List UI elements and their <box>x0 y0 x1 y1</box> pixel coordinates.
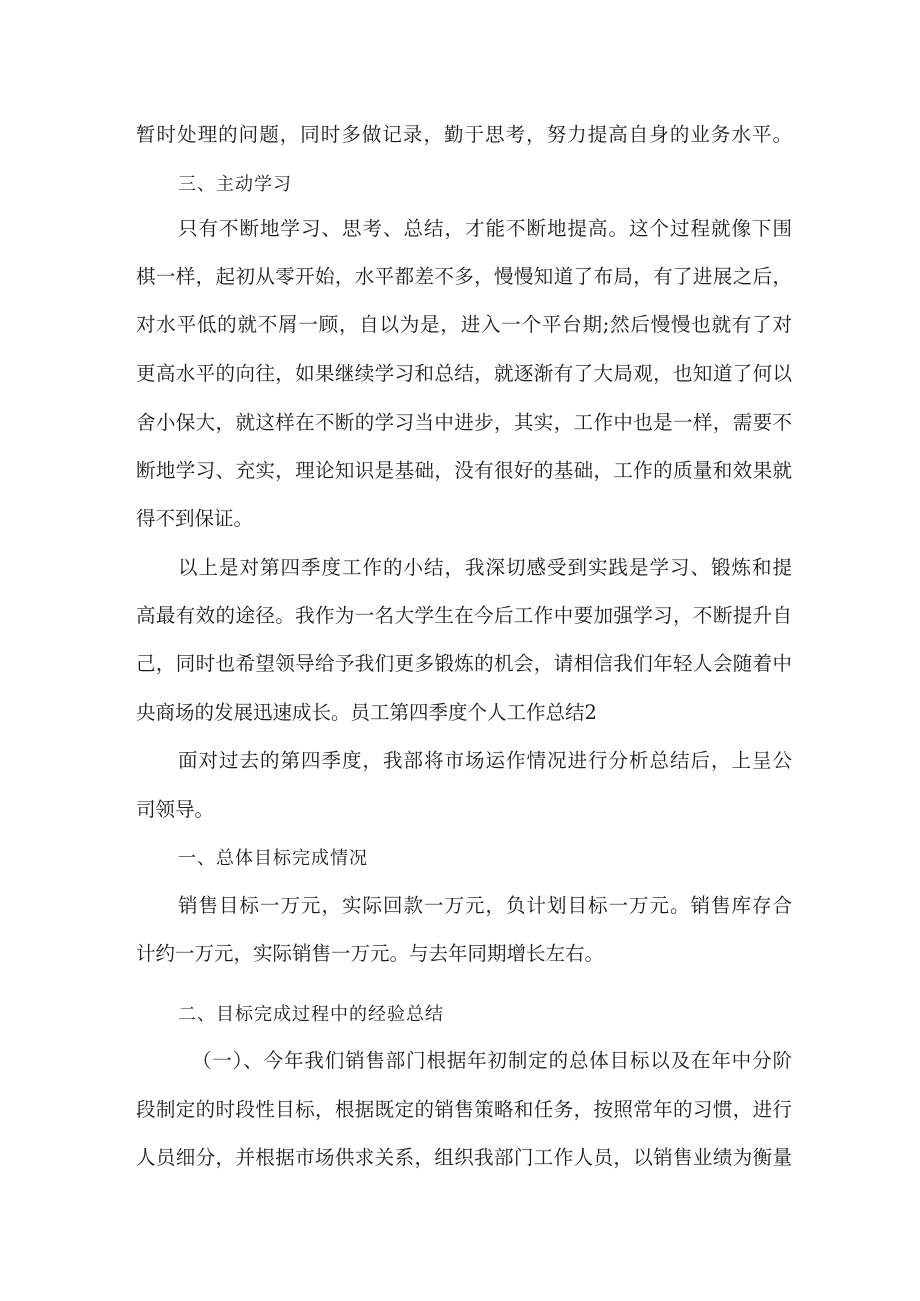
paragraph-line: 得不到保证。 <box>136 507 254 530</box>
paragraph-line: 断地学习、充实，理论知识是基础，没有很好的基础，工作的质量和效果就 <box>136 459 792 482</box>
paragraph-line: 己，同时也希望领导给予我们更多锻炼的机会，请相信我们年轻人会随着中 <box>136 652 792 675</box>
paragraph-line: 更高水平的向往，如果继续学习和总结，就逐渐有了大局观，也知道了何以 <box>136 362 792 385</box>
paragraph-line: 棋一样，起初从零开始，水平都差不多，慢慢知道了布局，有了进展之后， <box>136 265 792 288</box>
paragraph-line: 央商场的发展迅速成长。员工第四季度个人工作总结2 <box>136 701 597 724</box>
paragraph-line: 面对过去的第四季度，我部将市场运作情况进行分析总结后，上呈公 <box>178 749 792 772</box>
paragraph-line: 对水平低的就不屑一顾，自以为是，进入一个平台期;然后慢慢也就有了对 <box>136 313 792 336</box>
section-heading: 二、目标完成过程中的经验总结 <box>178 1004 444 1025</box>
paragraph-line: 只有不断地学习、思考、总结，才能不断地提高。这个过程就像下围 <box>178 217 792 240</box>
paragraph-line: 人员细分，并根据市场供求关系，组织我部门工作人员，以销售业绩为衡量 <box>136 1146 792 1169</box>
paragraph-line: 以上是对第四季度工作的小结，我深切感受到实践是学习、锻炼和提 <box>178 556 792 579</box>
paragraph-line: 高最有效的途径。我作为一名大学生在今后工作中要加强学习，不断提升自 <box>136 604 792 627</box>
paragraph-line: 舍小保大，就这样在不断的学习当中进步，其实，工作中也是一样，需要不 <box>136 411 792 434</box>
paragraph-line: 计约一万元，实际销售一万元。与去年同期增长左右。 <box>136 942 605 965</box>
paragraph-line: 司领导。 <box>136 798 215 821</box>
paragraph-line: 段制定的时段性目标，根据既定的销售策略和任务，按照常年的习惯，进行 <box>136 1098 792 1121</box>
paragraph-line: 暂时处理的问题，同时多做记录，勤于思考，努力提高自身的业务水平。 <box>136 123 792 146</box>
section-heading: 三、主动学习 <box>178 174 292 195</box>
paragraph-line: 销售目标一万元，实际回款一万元，负计划目标一万元。销售库存合 <box>178 894 792 917</box>
section-heading: 一、总体目标完成情况 <box>178 848 368 869</box>
paragraph-line: （一）、今年我们销售部门根据年初制定的总体目标以及在年中分阶 <box>192 1049 792 1072</box>
